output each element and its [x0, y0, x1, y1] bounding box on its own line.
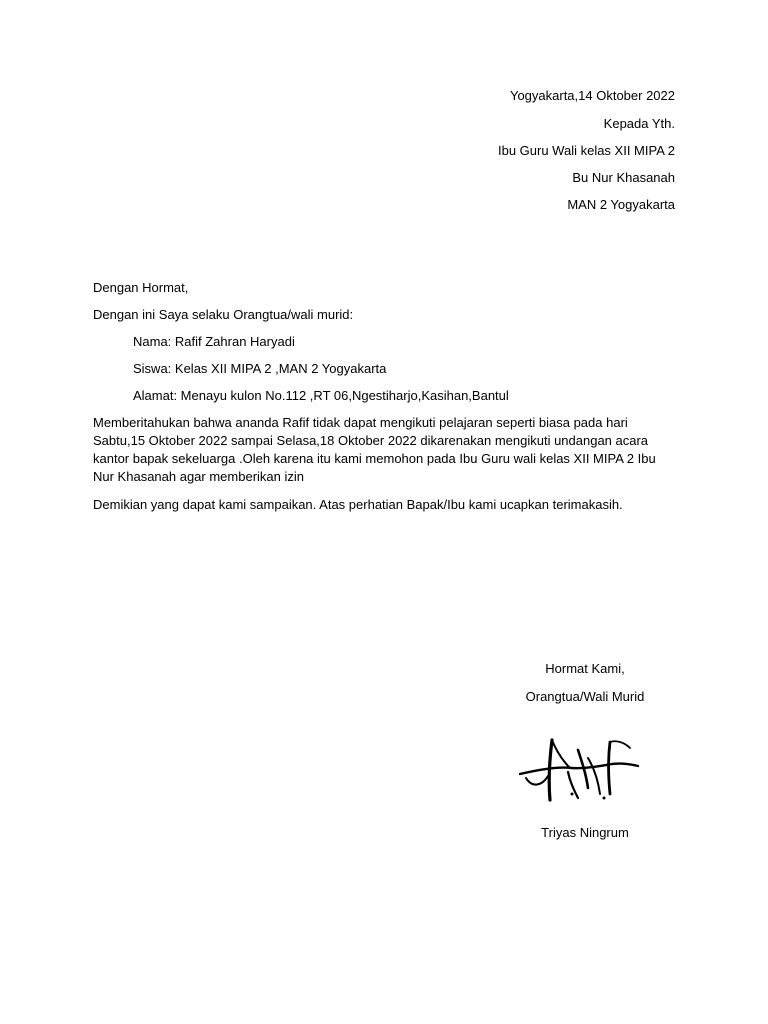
- closing-sentence: Demikian yang dapat kami sampaikan. Atas perhatian Bapak/Ibu kami ucapkan terimakasih.: [93, 497, 623, 512]
- intro-line: Dengan ini Saya selaku Orangtua/wali murid:: [93, 307, 354, 322]
- recipient-name: Bu Nur Khasanah: [572, 170, 675, 185]
- paragraph-line: kantor bapak sekeluarga .Oleh karena itu kami memohon pada Ibu Guru wali kelas XII MIPA 2 Ibu: [93, 451, 656, 466]
- detail-student: Siswa: Kelas XII MIPA 2 ,MAN 2 Yogyakarta: [133, 361, 387, 376]
- signer-role: Orangtua/Wali Murid: [525, 689, 645, 704]
- regards: Hormat Kami,: [545, 661, 625, 676]
- detail-name: Nama: Rafif Zahran Haryadi: [133, 334, 295, 349]
- paragraph-line: Sabtu,15 Oktober 2022 sampai Selasa,18 Oktober 2022 dikarenakan mengikuti undangan acara: [93, 433, 649, 448]
- recipient-title: Ibu Guru Wali kelas XII MIPA 2: [497, 143, 675, 158]
- recipient-school: MAN 2 Yogyakarta: [567, 197, 675, 212]
- paragraph-line: Memberitahukan bahwa ananda Rafif tidak dapat mengikuti pelajaran seperti biasa pada hari: [93, 415, 628, 430]
- detail-address: Alamat: Menayu kulon No.112 ,RT 06,Ngestiharjo,Kasihan,Bantul: [133, 388, 509, 403]
- addressee-intro: Kepada Yth.: [603, 116, 675, 131]
- handwritten-signature: [512, 728, 647, 808]
- paragraph-line: Nur Khasanah agar memberikan izin: [93, 469, 304, 484]
- signer-name: Triyas Ningrum: [541, 825, 629, 840]
- body-paragraph: [93, 414, 678, 486]
- place-date: Yogyakarta,14 Oktober 2022: [509, 88, 675, 103]
- greeting: Dengan Hormat,: [93, 280, 189, 295]
